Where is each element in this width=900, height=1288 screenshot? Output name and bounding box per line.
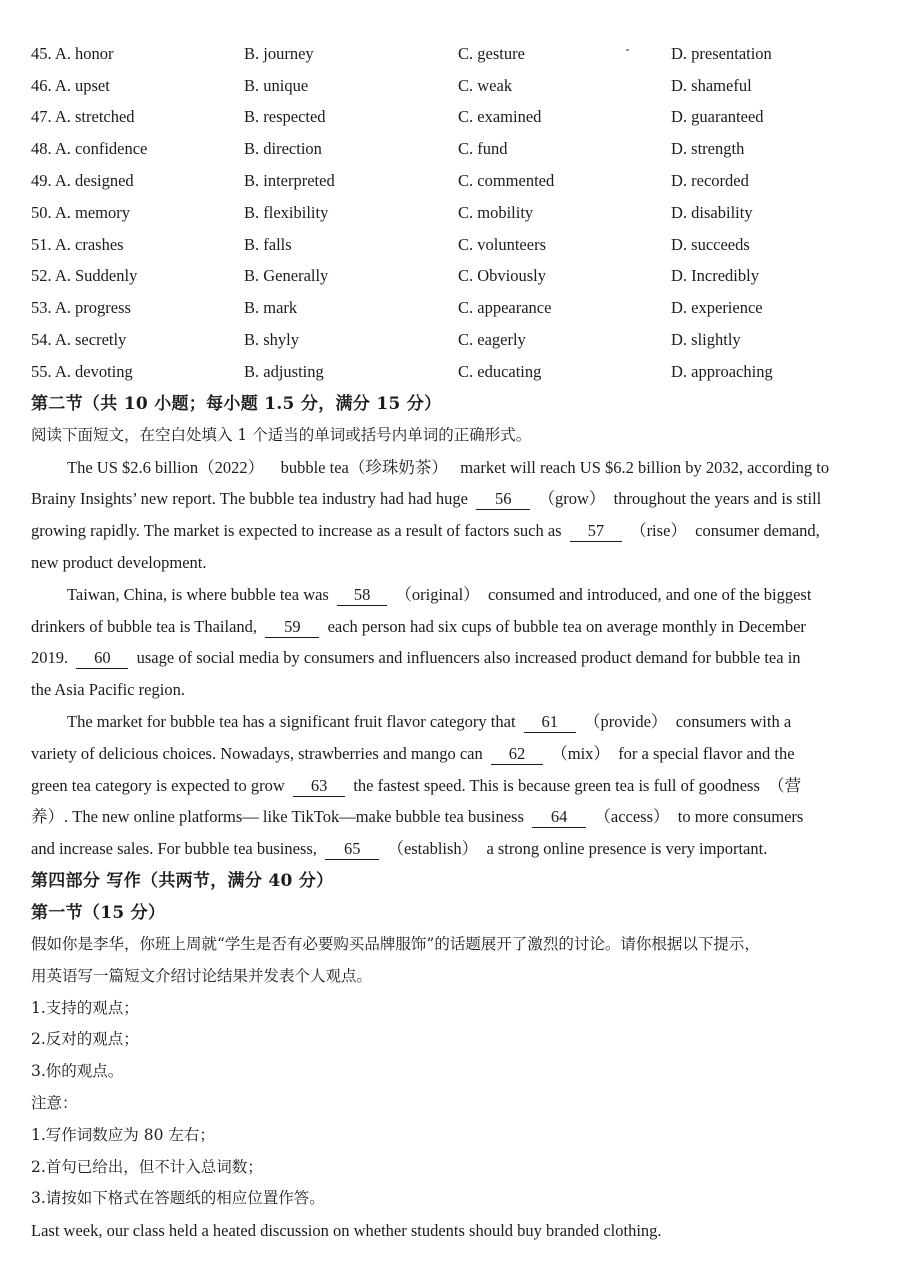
section-2-instruction: 阅读下面短文，在空白处填入 1 个适当的单词或括号内单词的正确形式。 — [31, 425, 532, 444]
question-55-row — [31, 356, 881, 388]
option-b: B. interpreted — [244, 171, 335, 191]
passage-line: Taiwan, China, is where bubble tea was 58 （original） consumed and introduced, and one of the biggest — [67, 584, 812, 604]
question-53-row — [31, 292, 881, 324]
option-c: C. eagerly — [458, 330, 526, 350]
option-a: 49. A. designed — [31, 171, 134, 191]
question-54-row — [31, 324, 881, 356]
option-d: D. strength — [671, 139, 745, 159]
blank-58[interactable]: 58 — [337, 585, 387, 606]
passage-line: The market for bubble tea has a significant fruit flavor category that 61 （provide） consumers with a — [67, 711, 792, 731]
question-50-row — [31, 197, 881, 229]
option-c: C. gesture — [458, 43, 525, 63]
question-49-row — [31, 165, 881, 197]
note-item: 3.请按如下格式在答题纸的相应位置作答。 — [31, 1189, 325, 1208]
passage-line: the Asia Pacific region. — [31, 680, 185, 700]
passage-line: and increase sales. For bubble tea business, 65 （establish） a strong online presence is very important. — [31, 839, 768, 859]
passage-line: new product development. — [31, 552, 207, 572]
option-a: 55. A. devoting — [31, 361, 133, 381]
option-d: D. shameful — [671, 75, 752, 95]
option-d: D. succeeds — [671, 234, 750, 254]
option-a: 45. A. honor — [31, 43, 114, 63]
writing-point: 2.反对的观点； — [31, 1030, 139, 1049]
option-b: B. adjusting — [244, 361, 324, 381]
option-a: 48. A. confidence — [31, 139, 148, 159]
passage-paragraph-2 — [31, 579, 881, 706]
option-c: C. commented — [458, 171, 555, 191]
option-c: C. volunteers — [458, 234, 546, 254]
option-b: B. Generally — [244, 266, 329, 286]
option-c: C. appearance — [458, 298, 552, 318]
question-48-row — [31, 133, 881, 165]
note-label: 注意： — [31, 1093, 78, 1112]
given-first-sentence: Last week, our class held a heated discussion on whether students should buy branded clothing. — [31, 1221, 662, 1241]
note-item: 1.写作词数应为 80 左右； — [31, 1125, 215, 1144]
section-2-heading: 第二节（共 10 小题；每小题 1.5 分，满分 15 分） — [31, 393, 442, 414]
option-c: C. fund — [458, 139, 508, 159]
option-a: 46. A. upset — [31, 75, 110, 95]
blank-56[interactable]: 56 — [476, 489, 530, 510]
blank-61[interactable]: 61 — [524, 712, 576, 733]
option-d: D. experience — [671, 298, 763, 318]
blank-65[interactable]: 65 — [325, 839, 379, 860]
option-c: C. weak — [458, 75, 513, 95]
option-a: 53. A. progress — [31, 298, 131, 318]
passage-line: green tea category is expected to grow 63 the fastest speed. This is because green tea is full of goodness （营 — [31, 775, 802, 795]
option-b: B. shyly — [244, 330, 300, 350]
option-a: 51. A. crashes — [31, 234, 124, 254]
passage-line: Brainy Insights’ new report. The bubble tea industry had had huge 56 （grow） throughout the years and is still — [31, 489, 822, 509]
option-b: B. direction — [244, 139, 322, 159]
option-b: B. journey — [244, 43, 314, 63]
option-d: D. approaching — [671, 361, 773, 381]
writing-point: 1.支持的观点； — [31, 998, 139, 1017]
writing-prompt-line: 用英语写一篇短文介绍讨论结果并发表个人观点。 — [31, 966, 373, 985]
option-a: 50. A. memory — [31, 202, 130, 222]
option-c: C. examined — [458, 107, 542, 127]
writing-point: 3.你的观点。 — [31, 1062, 124, 1081]
option-c: C. educating — [458, 361, 542, 381]
blank-62[interactable]: 62 — [491, 744, 543, 765]
option-b: B. respected — [244, 107, 326, 127]
passage-line: variety of delicious choices. Nowadays, strawberries and mango can 62 （mix） for a special flavor and the — [31, 743, 795, 763]
writing-prompt-line: 假如你是李华，你班上周就“学生是否有必要购买品牌服饰”的话题展开了激烈的讨论。请你根据以下提示， — [31, 934, 760, 953]
passage-line: The US $2.6 billion（2022） bubble tea（珍珠奶茶） market will reach US $6.2 billion by 2032, according to — [67, 457, 830, 477]
question-45-row — [31, 38, 881, 70]
option-b: B. flexibility — [244, 202, 329, 222]
option-a: 54. A. secretly — [31, 330, 127, 350]
passage-line: 2019. 60 usage of social media by consumers and influencers also increased product demand for bubble tea in — [31, 648, 801, 668]
passage-paragraph-1 — [31, 452, 881, 579]
blank-57[interactable]: 57 — [570, 521, 622, 542]
option-d: D. recorded — [671, 171, 749, 191]
option-d: D. slightly — [671, 330, 741, 350]
passage-line: growing rapidly. The market is expected to increase as a result of factors such as 57 （rise） consumer demand, — [31, 521, 820, 541]
question-51-row — [31, 229, 881, 261]
option-c: C. mobility — [458, 202, 534, 222]
blank-64[interactable]: 64 — [532, 807, 586, 828]
option-d: D. guaranteed — [671, 107, 764, 127]
question-46-row — [31, 70, 881, 102]
option-d: D. Incredibly — [671, 266, 759, 286]
passage-line: drinkers of bubble tea is Thailand, 59 each person had six cups of bubble tea on average monthly in December — [31, 616, 806, 636]
option-b: B. unique — [244, 75, 309, 95]
option-a: 52. A. Suddenly — [31, 266, 138, 286]
option-a: 47. A. stretched — [31, 107, 135, 127]
blank-60[interactable]: 60 — [76, 648, 128, 669]
passage-line: 养）. The new online platforms— like TikTok—make bubble tea business 64 （access） to more consumers — [31, 807, 804, 827]
option-b: B. mark — [244, 298, 298, 318]
writing-section-1-heading: 第一节（15 分） — [31, 902, 166, 923]
question-52-row — [31, 261, 881, 293]
exam-page — [31, 0, 881, 1247]
option-d: D. disability — [671, 202, 753, 222]
note-item: 2.首句已给出，但不计入总词数； — [31, 1157, 263, 1176]
passage-paragraph-3 — [31, 706, 881, 865]
blank-63[interactable]: 63 — [293, 776, 345, 797]
option-d: D. presentation — [671, 43, 772, 63]
question-47-row — [31, 102, 881, 134]
part-4-heading: 第四部分 写作（共两节，满分 40 分） — [31, 870, 334, 891]
option-b: B. falls — [244, 234, 292, 254]
option-c: C. Obviously — [458, 266, 547, 286]
blank-59[interactable]: 59 — [265, 617, 319, 638]
options-table — [31, 38, 881, 388]
